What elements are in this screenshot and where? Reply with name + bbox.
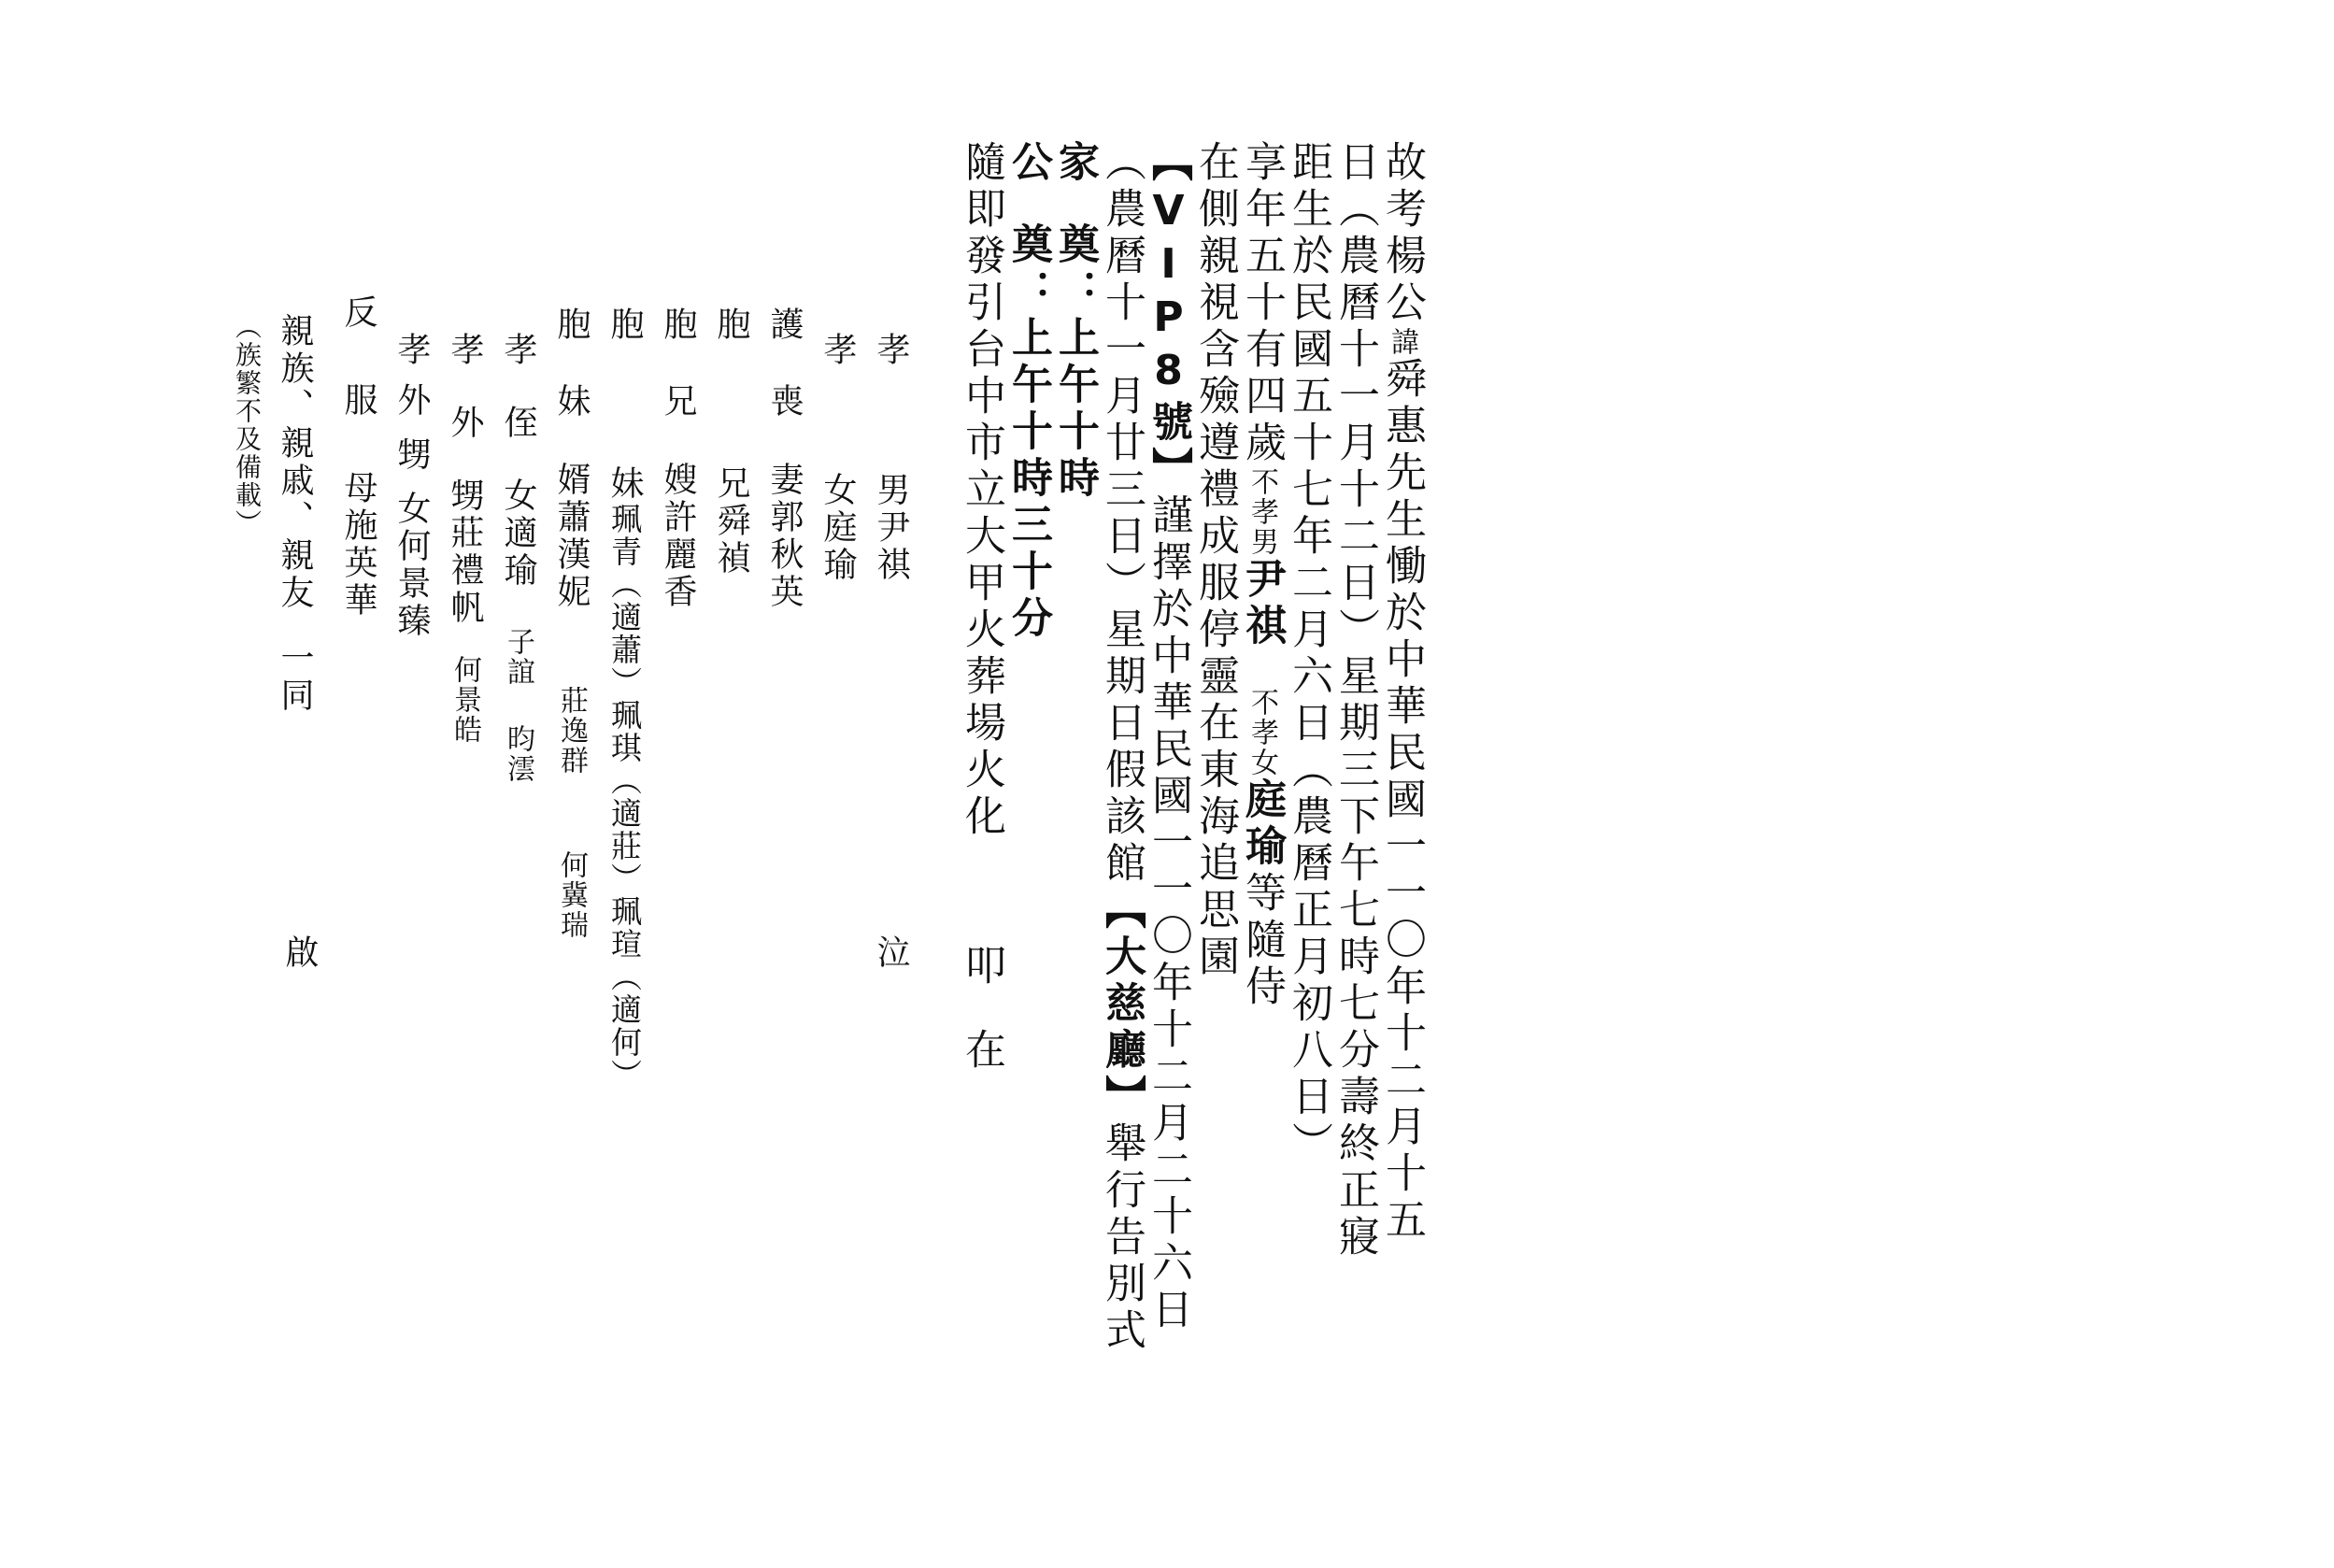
mourner-names: 許麗香	[659, 499, 697, 611]
mourner-names: 郭秋英	[765, 499, 804, 611]
mourner-relation: 護	[765, 306, 804, 344]
mourner-wife	[765, 306, 804, 611]
mourner-names: 何冀瑞	[555, 850, 588, 940]
mourner-niece-outer	[392, 332, 431, 640]
mourner-brother	[712, 306, 750, 577]
mourner-names: 庭瑜	[818, 509, 857, 584]
mourner-names: 何景臻	[392, 528, 431, 640]
mourner-role: 甥	[446, 478, 484, 515]
mourner-relation: 兄	[659, 383, 697, 421]
mourner-names: 何景皓	[448, 655, 481, 745]
mourner-names: 珮青（適蕭）珮琪（適莊）珮瑄（適何）	[606, 503, 643, 1091]
hall-number: 【VIP8號】	[1145, 140, 1192, 493]
mourner-names: 蕭漢妮	[552, 499, 591, 611]
mourner-role: 妹	[605, 465, 644, 503]
notice-column-7	[1098, 140, 1146, 1355]
daughter-label: 不孝女	[1245, 688, 1278, 777]
mourner-role: 嫂	[659, 462, 697, 499]
weep-char: 泣	[872, 934, 910, 972]
mourner-relation: 胞	[659, 306, 697, 344]
mourner-relation: 孝	[872, 332, 910, 369]
son-name: 尹祺	[1238, 557, 1286, 650]
relatives-together: 一同	[276, 640, 314, 715]
family-ceremony-time	[1051, 140, 1099, 503]
hall-name: 【大慈廳】	[1098, 888, 1146, 1121]
mourner-relation: 外甥	[392, 382, 431, 491]
mourner-names: 昀澐	[502, 724, 534, 784]
notice-column-1	[1378, 140, 1426, 1245]
mourner-relation: 胞	[605, 306, 644, 344]
mourner-nephews	[446, 332, 484, 745]
mourner-relation: 孝	[446, 332, 484, 369]
mourner-role: 女	[499, 478, 537, 515]
mourner-role: 兄	[712, 465, 750, 503]
mourner-relation: 妹	[552, 383, 591, 421]
mourner-names: 莊禮帆	[446, 515, 484, 627]
notice-text: 等隨侍	[1238, 871, 1286, 1011]
mourner-names: 子誼	[502, 627, 534, 687]
daughter-name: 庭瑜	[1238, 777, 1286, 871]
family-label: 家	[1051, 140, 1099, 187]
mourner-relation: 反	[339, 294, 377, 332]
mourner-relation: 孝	[392, 332, 431, 369]
notice-text: 故考楊公	[1378, 140, 1426, 327]
mourner-role: 婿	[552, 462, 591, 499]
notice-column-5: 在側親視含殮遵禮成服停靈在東海追思園	[1191, 140, 1239, 981]
mourner-role: 女	[392, 491, 431, 528]
mourner-sisters	[605, 306, 644, 1091]
at-char: 在	[958, 1028, 1005, 1075]
relatives-text: 親族、親戚、親友	[276, 313, 314, 612]
mourner-relation: 孝	[499, 332, 537, 369]
notice-column-2: 日（農曆十一月十二日）星期三下午七時七分壽終正寢	[1331, 140, 1379, 1262]
notice-column-6	[1145, 140, 1192, 1334]
mourner-relation: 喪	[765, 383, 804, 421]
notice-text: 舉行告別式	[1098, 1121, 1146, 1355]
public-time: 奠：上午十時三十分	[1004, 222, 1052, 643]
relatives-line	[276, 313, 314, 715]
mourner-names: 施英華	[339, 507, 377, 620]
notice-text: 謹擇於中華民國一一〇年十二月二十六日	[1145, 493, 1192, 1334]
announce-char: 啟	[280, 934, 319, 972]
notice-column-3: 距生於民國五十七年二月六日（農曆正月初八日）	[1285, 140, 1332, 1168]
mourner-mother	[341, 294, 375, 620]
mourner-relation: 外	[446, 405, 484, 442]
notice-text: 享年五十有四歲	[1238, 140, 1286, 467]
mourner-sister-in-law	[659, 306, 697, 611]
notice-text: 隨即發引台中市立大甲火葬場火化	[958, 140, 1005, 841]
notice-column-last	[958, 140, 1005, 1075]
mourner-role: 男	[872, 472, 910, 509]
mourner-names: 適瑜	[499, 515, 537, 590]
kowtow-char: 叩	[958, 944, 1005, 991]
notice-text: （農曆十一月廿三日）星期日假該館	[1098, 140, 1146, 888]
mourner-names: 舜禎	[712, 503, 750, 577]
mourner-role: 女	[818, 472, 857, 509]
mourner-relation: 服	[339, 382, 377, 420]
mourner-relation: 孝	[818, 332, 857, 369]
public-label: 公	[1004, 140, 1052, 187]
family-time: 奠：上午十時	[1051, 222, 1099, 503]
relatives-note: （族繁不及備載）	[232, 313, 263, 537]
mourner-role: 母	[339, 470, 377, 507]
mourner-names: 尹祺	[872, 509, 910, 584]
mourner-relation: 侄	[499, 405, 537, 442]
notice-column-4	[1238, 140, 1286, 1011]
mourner-relation: 胞	[552, 306, 591, 344]
notice-text: 舜惠先生慟於中華民國一一〇年十二月十五	[1378, 357, 1426, 1245]
mourner-daughter	[818, 332, 857, 584]
son-label: 不孝男	[1245, 467, 1278, 557]
mourner-role: 妻	[765, 462, 804, 499]
mourner-nieces	[499, 332, 537, 784]
taboo-mark: 諱	[1386, 327, 1418, 357]
mourner-brothers-in-law	[552, 306, 591, 940]
mourner-son	[872, 332, 910, 584]
public-ceremony-time	[1004, 140, 1052, 643]
mourner-relation: 胞	[712, 306, 750, 344]
mourner-names: 莊逸群	[555, 686, 588, 776]
